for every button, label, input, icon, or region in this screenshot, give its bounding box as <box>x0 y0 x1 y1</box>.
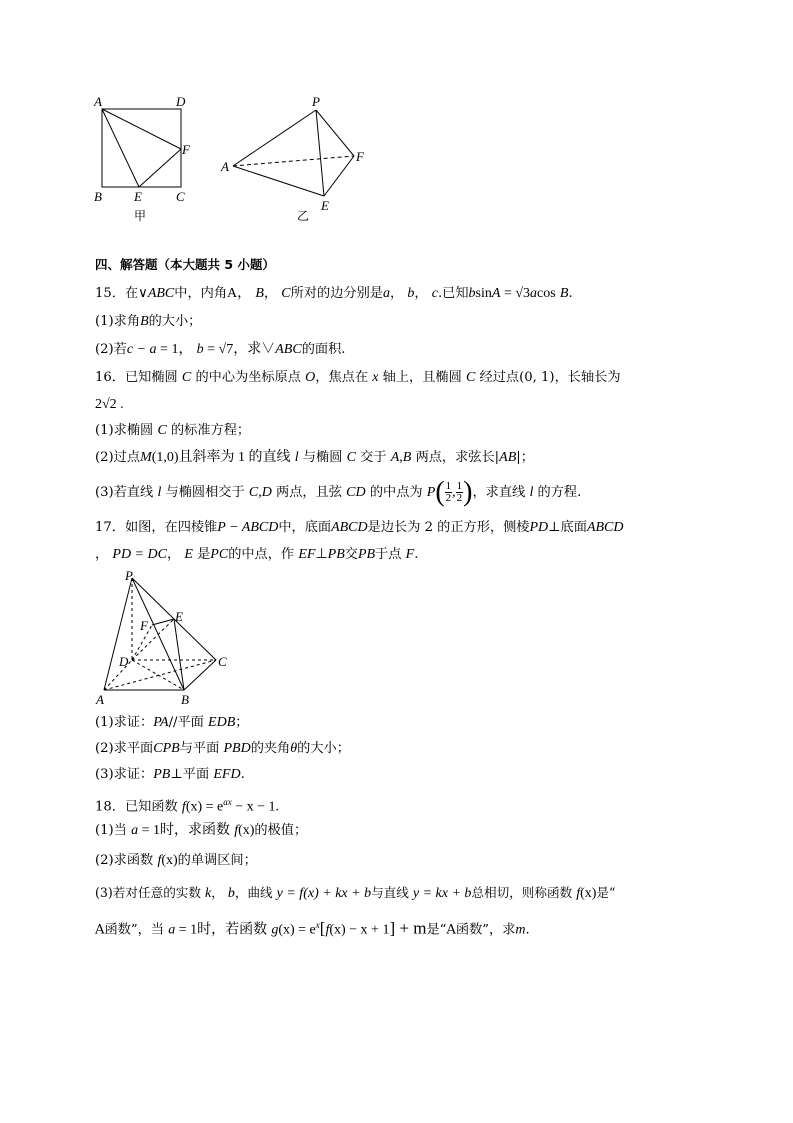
figure-yi <box>215 90 375 225</box>
label-a: A <box>94 94 102 109</box>
segment-ef <box>139 149 181 187</box>
q18-part3: (3)若对任意的实数 k， b，曲线 y = f(x) + kx + b与直线 y = kx + b总相切，则称函数 f(x)是“ <box>95 885 616 901</box>
q15-stem: 15．在∨ABC中，内角A， B， C所对的边分别是a， b， c.已知bsinA = √3acos B. <box>95 286 573 301</box>
q16-part2: (2)过点M(1,0)且斜率为 1 的直线 l 与椭圆 C 交于 A,B 两点，求弦长|AB|； <box>95 450 534 465</box>
segment-ae <box>233 166 324 196</box>
caption-yi: 乙 <box>297 209 310 223</box>
segment-ef <box>324 156 354 196</box>
caption-jia: 甲 <box>134 209 147 223</box>
label-p: P <box>312 94 320 109</box>
fraction-half-x: $\frac{1}{2}$ <box>445 480 452 504</box>
edge-pa <box>104 578 132 690</box>
label-d: D <box>176 94 186 109</box>
q16-part1: (1)求椭圆 C 的标准方程； <box>95 423 251 438</box>
segment-ae <box>102 109 139 187</box>
label-a: A <box>96 692 104 707</box>
label-f: F <box>140 618 148 633</box>
edge-bc <box>184 660 216 690</box>
segment-af-hidden <box>233 156 354 166</box>
label-f: F <box>356 149 364 164</box>
label-e: E <box>175 609 183 624</box>
label-b: B <box>94 189 102 204</box>
q18-part2: (2)求函数 f(x)的单调区间； <box>95 853 257 868</box>
q16-stem-line1: 16．已知椭圆 C 的中心为坐标原点 O，焦点在 x 轴上，且椭圆 C 经过点(0, 1)，长轴长为 <box>95 370 621 385</box>
q17-part3: (3)求证：PB⊥平面 EFD. <box>95 767 245 782</box>
label-e: E <box>134 189 142 204</box>
q17-stem-line2: ， PD = DC， E 是PC的中点，作 EF⊥PB交PB于点 F. <box>95 547 419 562</box>
label-a: A <box>221 159 229 174</box>
q15-part2: (2)若c − a = 1， b = √7，求∨ABC的面积. <box>95 342 346 357</box>
segment-af <box>102 109 181 149</box>
q17-stem-line1: 17．如图，在四棱锥P − ABCD中，底面ABCD是边长为 2 的正方形，侧棱PD⊥底面ABCD <box>95 520 624 535</box>
q17-part1: (1)求证：PA//平面 EDB； <box>95 715 249 730</box>
label-p: P <box>125 568 133 583</box>
fraction-half-y: $\frac{1}{2}$ <box>456 480 463 504</box>
label-c: C <box>218 654 227 669</box>
figure-17-pyramid <box>92 568 242 710</box>
label-d: D <box>119 654 129 669</box>
label-b: B <box>181 692 189 707</box>
q18-stem: 18．已知函数 $f(x) = e^{ax} - x - 1$. <box>95 797 280 815</box>
label-c: C <box>176 189 185 204</box>
segment-ap <box>233 110 316 166</box>
q15-part1: (1)求角B的大小； <box>95 314 202 329</box>
q16-stem-line2: 2√2 . <box>95 397 124 412</box>
q17-part2: (2)求平面CPB与平面 PBD的夹角θ的大小； <box>95 741 350 756</box>
section-title: 四、解答题（本大题共 5 小题） <box>95 257 275 272</box>
label-e: E <box>321 198 329 213</box>
figure-jia <box>88 90 198 225</box>
q18-part1: (1)当 a = 1时，求函数 f(x)的极值； <box>95 823 308 838</box>
square-abcd <box>102 109 181 187</box>
segment-db-hidden <box>132 660 184 690</box>
segment-pe <box>316 110 324 196</box>
segment-pf <box>316 110 354 156</box>
label-f: F <box>182 142 190 157</box>
q18-part3-cont: A函数”，当 a = 1时，若函数 $g(x) = e^x[f(x) - x + 1] + m$是“A函数”，求m. <box>95 918 530 938</box>
q16-part3: (3)若直线 l 与椭圆相交于 C,D 两点，且弦 CD 的中点为 P( $\frac{1}{2}$ , $\frac{1}{2}$ )，求直线 l 的方程. <box>95 476 582 508</box>
